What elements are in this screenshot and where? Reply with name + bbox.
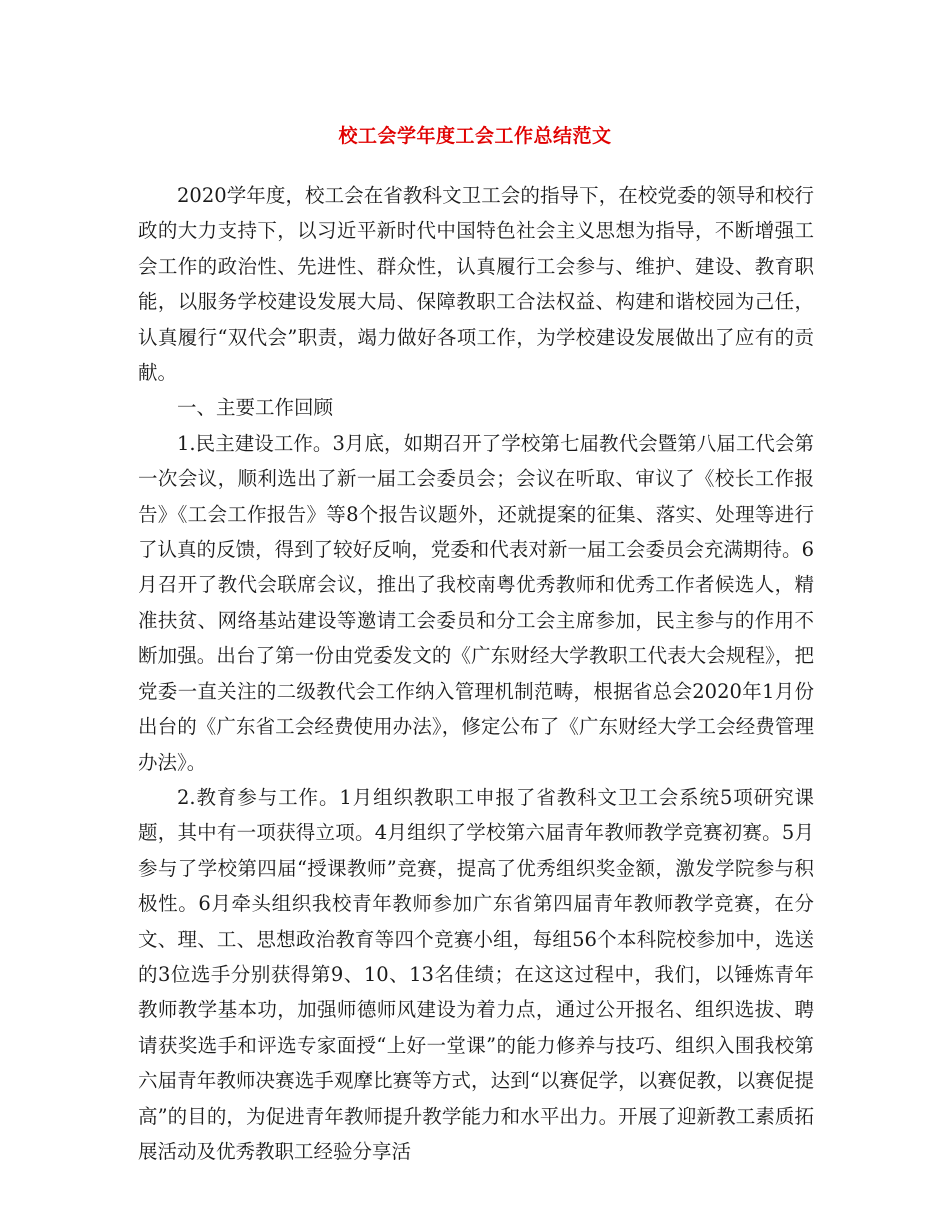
section-heading-main-review: 一、主要工作回顾 xyxy=(177,396,334,420)
document-title: 校工会学年度工会工作总结范文 xyxy=(338,125,612,147)
paragraph-education-work: 2.教育参与工作。1月组织教职工申报了省教科文卫工会系统5项研究课题，其中有一项获得立项。4月组织了学校第六届青年教师教学竞赛初赛。5月参与了学校第四届“授课教师”竞赛，提高了优秀组织奖金额，激发学院参与积极性。6月牵头组织我校青年教师参加广东省第四届青年教师教学竞赛，在分文、理、工、思想政治教育等四个竞赛小组，每组56个本科院校参加中，选送的3位选手分别获得第9、10、13名佳绩；在这这过程中，我们，以锤炼青年教师教学基本功，加强师德师风建设为着力点，通过公开报名、组织选拔、聘请获奖选手和评选专家面授“上好一堂课”的能力修养与技巧、组织入围我校第六届青年教师决赛选手观摩比赛等方式，达到“以赛促学，以赛促教，以赛促提高”的目的，为促进青年教师提升教学能力和水平出力。开展了迎新教工素质拓展活动及优秀教职工经验分享活 xyxy=(138,785,814,1163)
paragraph-intro: 2020学年度，校工会在省教科文卫工会的指导下，在校党委的领导和校行政的大力支持下，以习近平新时代中国特色社会主义思想为指导，不断增强工会工作的政治性、先进性、群众性，认真履行工会参与、维护、建设、教育职能，以服务学校建设发展大局、保障教职工合法权益、构建和谐校园为己任，认真履行“双代会”职责，竭力做好各项工作，为学校建设发展做出了应有的贡献。 xyxy=(138,184,814,385)
document-body xyxy=(138,178,814,1169)
paragraph-democracy-work: 1.民主建设工作。3月底，如期召开了学校第七届教代会暨第八届工代会第一次会议，顺利选出了新一届工会委员会；会议在听取、审议了《校长工作报告》《工会工作报告》等8个报告议题外，还就提案的征集、落实、处理等进行了认真的反馈，得到了较好反响，党委和代表对新一届工会委员会充满期待。6月召开了教代会联席会议，推出了我校南粤优秀教师和优秀工作者候选人，精准扶贫、网络基站建设等邀请工会委员和分工会主席参加，民主参与的作用不断加强。出台了第一份由党委发文的《广东财经大学教职工代表大会规程》，把党委一直关注的二级教代会工作纳入管理机制范畴，根据省总会2020年1月份出台的《广东省工会经费使用办法》，修定公布了《广东财经大学工会经费管理办法》。 xyxy=(138,431,814,774)
